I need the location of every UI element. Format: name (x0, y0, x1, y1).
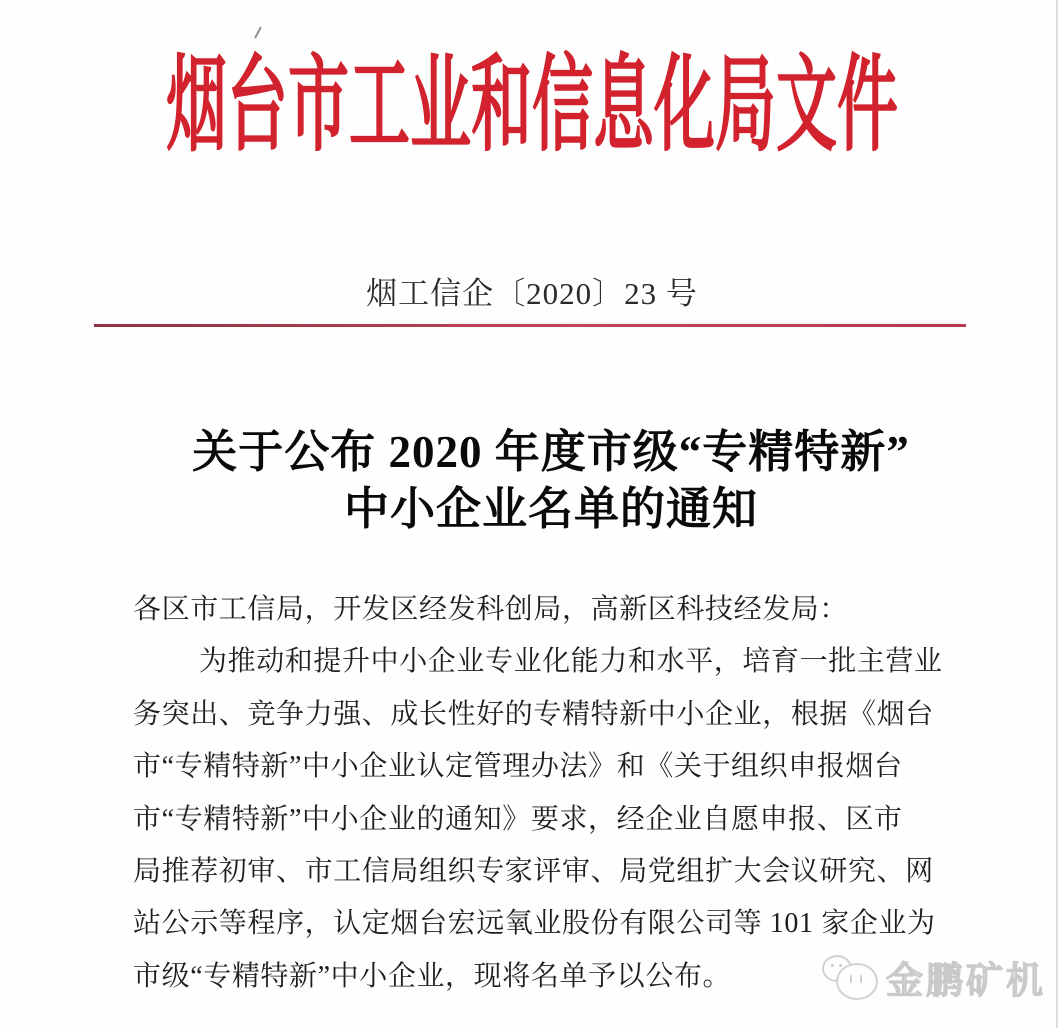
document-title-line-1: 关于公布 2020 年度市级“专精特新” (192, 427, 910, 477)
red-divider-rule (94, 324, 966, 327)
brand-watermark (820, 950, 1046, 1004)
big-bubble-icon (836, 963, 878, 1000)
body-text (133, 584, 945, 1003)
letterhead-title: 烟台市工业和信息化局文件 (165, 49, 898, 165)
document-title-line-2: 中小企业名单的通知 (343, 484, 758, 534)
chat-bubbles-icon (820, 953, 878, 1001)
body-line: 务突出、竞争力强、成长性好的专精特新中小企业，根据《烟台 (133, 698, 934, 730)
body-line: 市级“专精特新”中小企业，现将名单予以公布。 (133, 960, 732, 992)
body-line: 站公示等程序，认定烟台宏远氧业股份有限公司等 101 家企业为 (133, 908, 936, 940)
letterhead-banner (0, 49, 1064, 165)
document-title (19, 424, 1064, 538)
body-line-salutation: 各区市工信局，开发区经发科创局，高新区科技经发局： (133, 594, 849, 625)
body-line: 为推动和提升中小企业专业化能力和水平，培育一批主营业 (199, 646, 943, 678)
scan-artifact-mark (254, 26, 262, 38)
body-line: 局推荐初审、市工信局组织专家评审、局党组扩大会议研究、网 (133, 856, 934, 888)
document-number: 烟工信企〔2020〕23 号 (366, 276, 698, 311)
scan-edge-line (1056, 0, 1058, 1028)
watermark-brand-text: 金鹏矿机 (886, 961, 1046, 1002)
body-line: 市“专精特新”中小企业的通知》要求，经企业自愿申报、区市 (133, 803, 903, 835)
body-line: 市“专精特新”中小企业认定管理办法》和《关于组织申报烟台 (133, 751, 903, 783)
